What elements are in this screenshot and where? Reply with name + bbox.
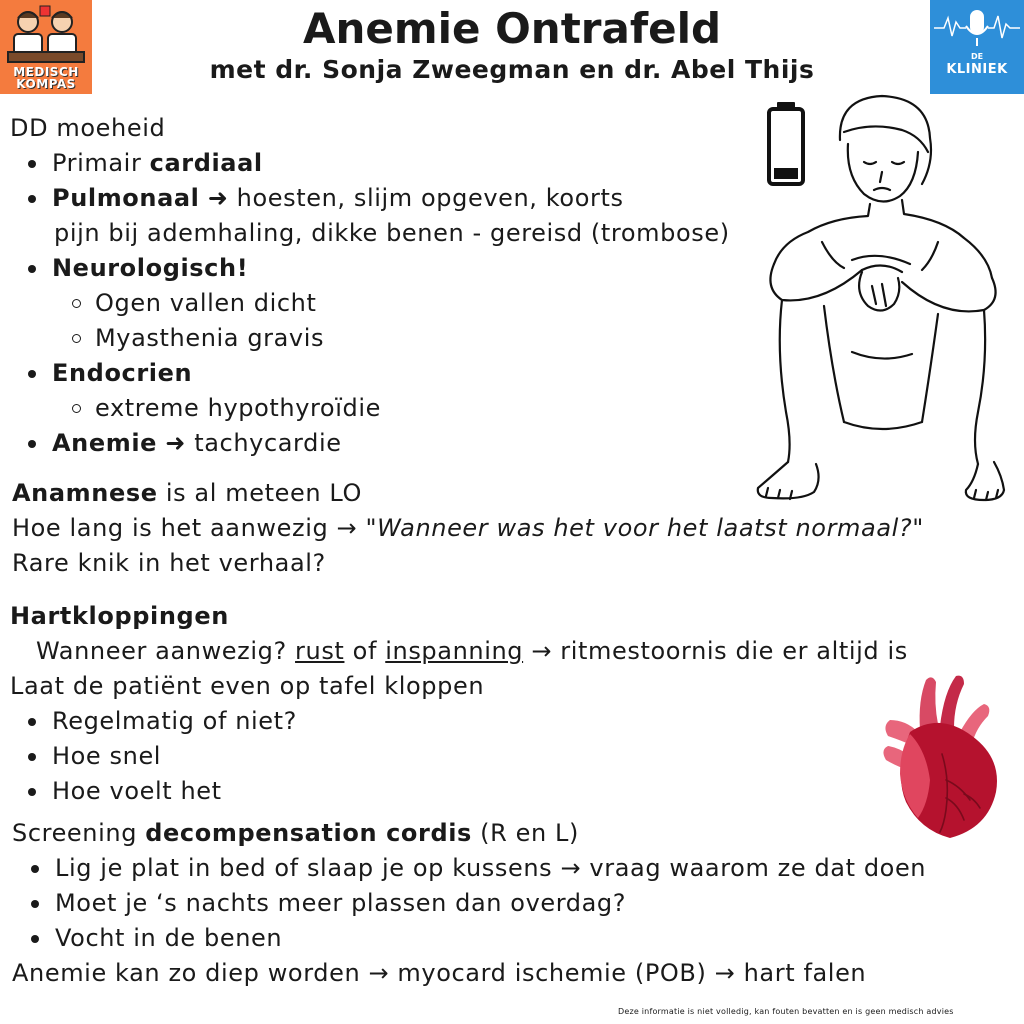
dd-heading: DD moeheid [10, 114, 166, 142]
list-item: Hoe voelt het [52, 777, 222, 805]
list-item [52, 148, 263, 178]
disclaimer: Deze informatie is niet volledig, kan fouten bevatten en is geen medisch advies [618, 1007, 954, 1016]
microphone-icon [930, 0, 1024, 52]
anamnese-text: Hoe lang is het aanwezig → " [12, 514, 378, 542]
list-item: Hoe snel [52, 742, 162, 770]
de-kliniek-logo [930, 0, 1024, 94]
page-subtitle: met dr. Sonja Zweegman en dr. Abel Thijs [209, 55, 815, 84]
hartkloppingen-heading: Hartkloppingen [10, 602, 229, 630]
anamnese-rest: is al meteen LO [157, 479, 362, 507]
hartkloppingen-line [36, 636, 908, 666]
list-item-continuation: pijn bij ademhaling, dikke benen - gereisd (trombose) [54, 219, 730, 247]
text: of [344, 637, 386, 665]
sub-list-item: Myasthenia gravis [95, 324, 325, 352]
list-item: Lig je plat in bed of slaap je op kussens → vraag waarom ze dat doen [55, 854, 927, 882]
screening-line [12, 818, 579, 848]
underlined-text: rust [295, 637, 345, 665]
bold-text: decompensation cordis [145, 819, 472, 847]
item-bold: Anemie [52, 429, 158, 457]
list-item: Regelmatig of niet? [52, 707, 298, 735]
heart-illustration [880, 670, 1002, 842]
hartkloppingen-line: Laat de patiënt even op tafel kloppen [10, 672, 485, 700]
text: → ritmestoornis die er altijd is [523, 637, 908, 665]
item-bold: Pulmonaal [52, 184, 200, 212]
logo-right-text: KLINIEK [946, 62, 1008, 77]
text: Screening [12, 819, 146, 847]
list-item [52, 428, 342, 458]
sub-list-item: Ogen vallen dicht [95, 289, 317, 317]
list-item [52, 183, 624, 213]
item-bold: cardiaal [149, 149, 263, 177]
anamnese-line: Rare knik in het verhaal? [12, 549, 326, 577]
text: (R en L) [471, 819, 579, 847]
final-line: Anemie kan zo diep worden → myocard ischemie (POB) → hart falen [12, 959, 867, 987]
anamnese-bold: Anamnese [12, 479, 158, 507]
underlined-text: inspanning [385, 637, 524, 665]
item-text: ➜ hoesten, slijm opgeven, koorts [199, 184, 624, 212]
anamnese-quote: Wanneer was het voor het laatst normaal?" [377, 514, 924, 542]
item-text: ➜ tachycardie [157, 429, 342, 457]
item-text: Primair [52, 149, 150, 177]
list-item: Endocrien [52, 359, 193, 387]
list-item: Moet je ‘s nachts meer plassen dan overdag? [55, 889, 627, 917]
text: Wanneer aanwezig? [36, 637, 296, 665]
list-item: Vocht in de benen [55, 924, 283, 952]
tired-person-illustration [752, 92, 1008, 504]
page-title: Anemie Ontrafeld [302, 4, 722, 53]
sub-list-item: extreme hypothyroïdie [95, 394, 381, 422]
logo-right-small: DE [970, 52, 984, 61]
list-item: Neurologisch! [52, 254, 249, 282]
anamnese-line [12, 513, 924, 543]
anamnese-line [12, 478, 362, 508]
logo-left-text: MEDISCH KOMPAS [13, 65, 79, 91]
